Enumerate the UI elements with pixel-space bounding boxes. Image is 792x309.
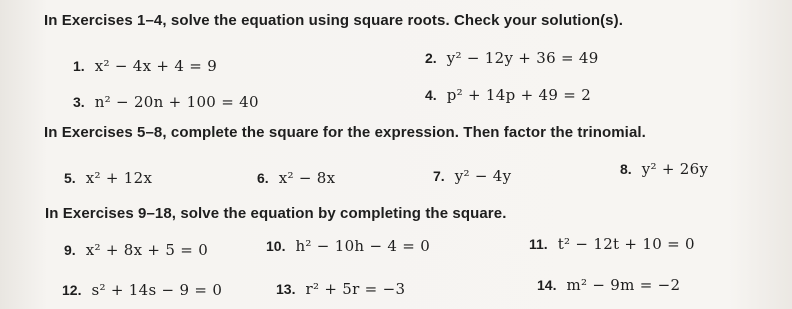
exercise-number: 5. (64, 170, 76, 186)
exercise-1 (73, 57, 217, 75)
exercise-12 (62, 281, 222, 299)
exercise-number: 3. (73, 94, 85, 110)
exercise-number: 4. (425, 87, 437, 103)
exercise-number: 9. (64, 242, 76, 258)
exercise-equation: x² + 12x (85, 169, 153, 187)
exercise-equation: m² − 9m = −2 (566, 276, 681, 294)
exercise-4 (425, 86, 591, 104)
exercise-6 (257, 169, 335, 187)
exercise-equation: s² + 14s − 9 = 0 (91, 281, 223, 299)
exercise-5 (64, 169, 152, 187)
exercise-2 (425, 49, 599, 67)
exercise-8 (620, 160, 708, 178)
exercise-number: 10. (266, 238, 286, 254)
exercise-number: 11. (529, 236, 548, 252)
exercise-equation: y² − 12y + 36 = 49 (446, 49, 599, 67)
bleed-through-right (784, 20, 788, 34)
instruction-exercises-5-8: In Exercises 5–8, complete the square for the expression. Then factor the trinomial. (44, 124, 646, 141)
instruction-exercises-1-4: In Exercises 1–4, solve the equation using square roots. Check your solution(s). (44, 12, 623, 29)
exercise-equation: y² − 4y (454, 167, 512, 185)
exercise-number: 1. (73, 58, 85, 74)
exercise-9 (64, 241, 208, 259)
exercise-equation: n² − 20n + 100 = 40 (94, 93, 259, 111)
exercise-13 (276, 280, 405, 298)
exercise-number: 8. (620, 161, 632, 177)
exercise-number: 14. (537, 277, 557, 293)
exercise-equation: p² + 14p + 49 = 2 (446, 86, 592, 104)
exercise-10 (266, 237, 430, 255)
exercise-number: 2. (425, 50, 437, 66)
exercise-equation: y² + 26y (641, 160, 709, 178)
exercise-number: 7. (433, 168, 445, 184)
exercise-7 (433, 167, 511, 185)
exercise-number: 13. (276, 281, 296, 297)
instruction-exercises-9-18: In Exercises 9–18, solve the equation by completing the square. (45, 205, 507, 222)
exercise-equation: x² − 4x + 4 = 9 (94, 57, 218, 75)
exercise-3 (73, 93, 259, 111)
exercise-equation: h² − 10h − 4 = 0 (295, 237, 431, 255)
bleed-through-left (4, 30, 24, 34)
exercise-number: 12. (62, 282, 82, 298)
exercise-equation: r² + 5r = −3 (305, 280, 406, 298)
exercise-14 (537, 276, 680, 294)
exercise-number: 6. (257, 170, 269, 186)
exercise-equation: t² − 12t + 10 = 0 (557, 235, 695, 253)
exercise-equation: x² + 8x + 5 = 0 (85, 241, 209, 259)
exercise-11 (529, 235, 695, 253)
exercise-equation: x² − 8x (278, 169, 336, 187)
